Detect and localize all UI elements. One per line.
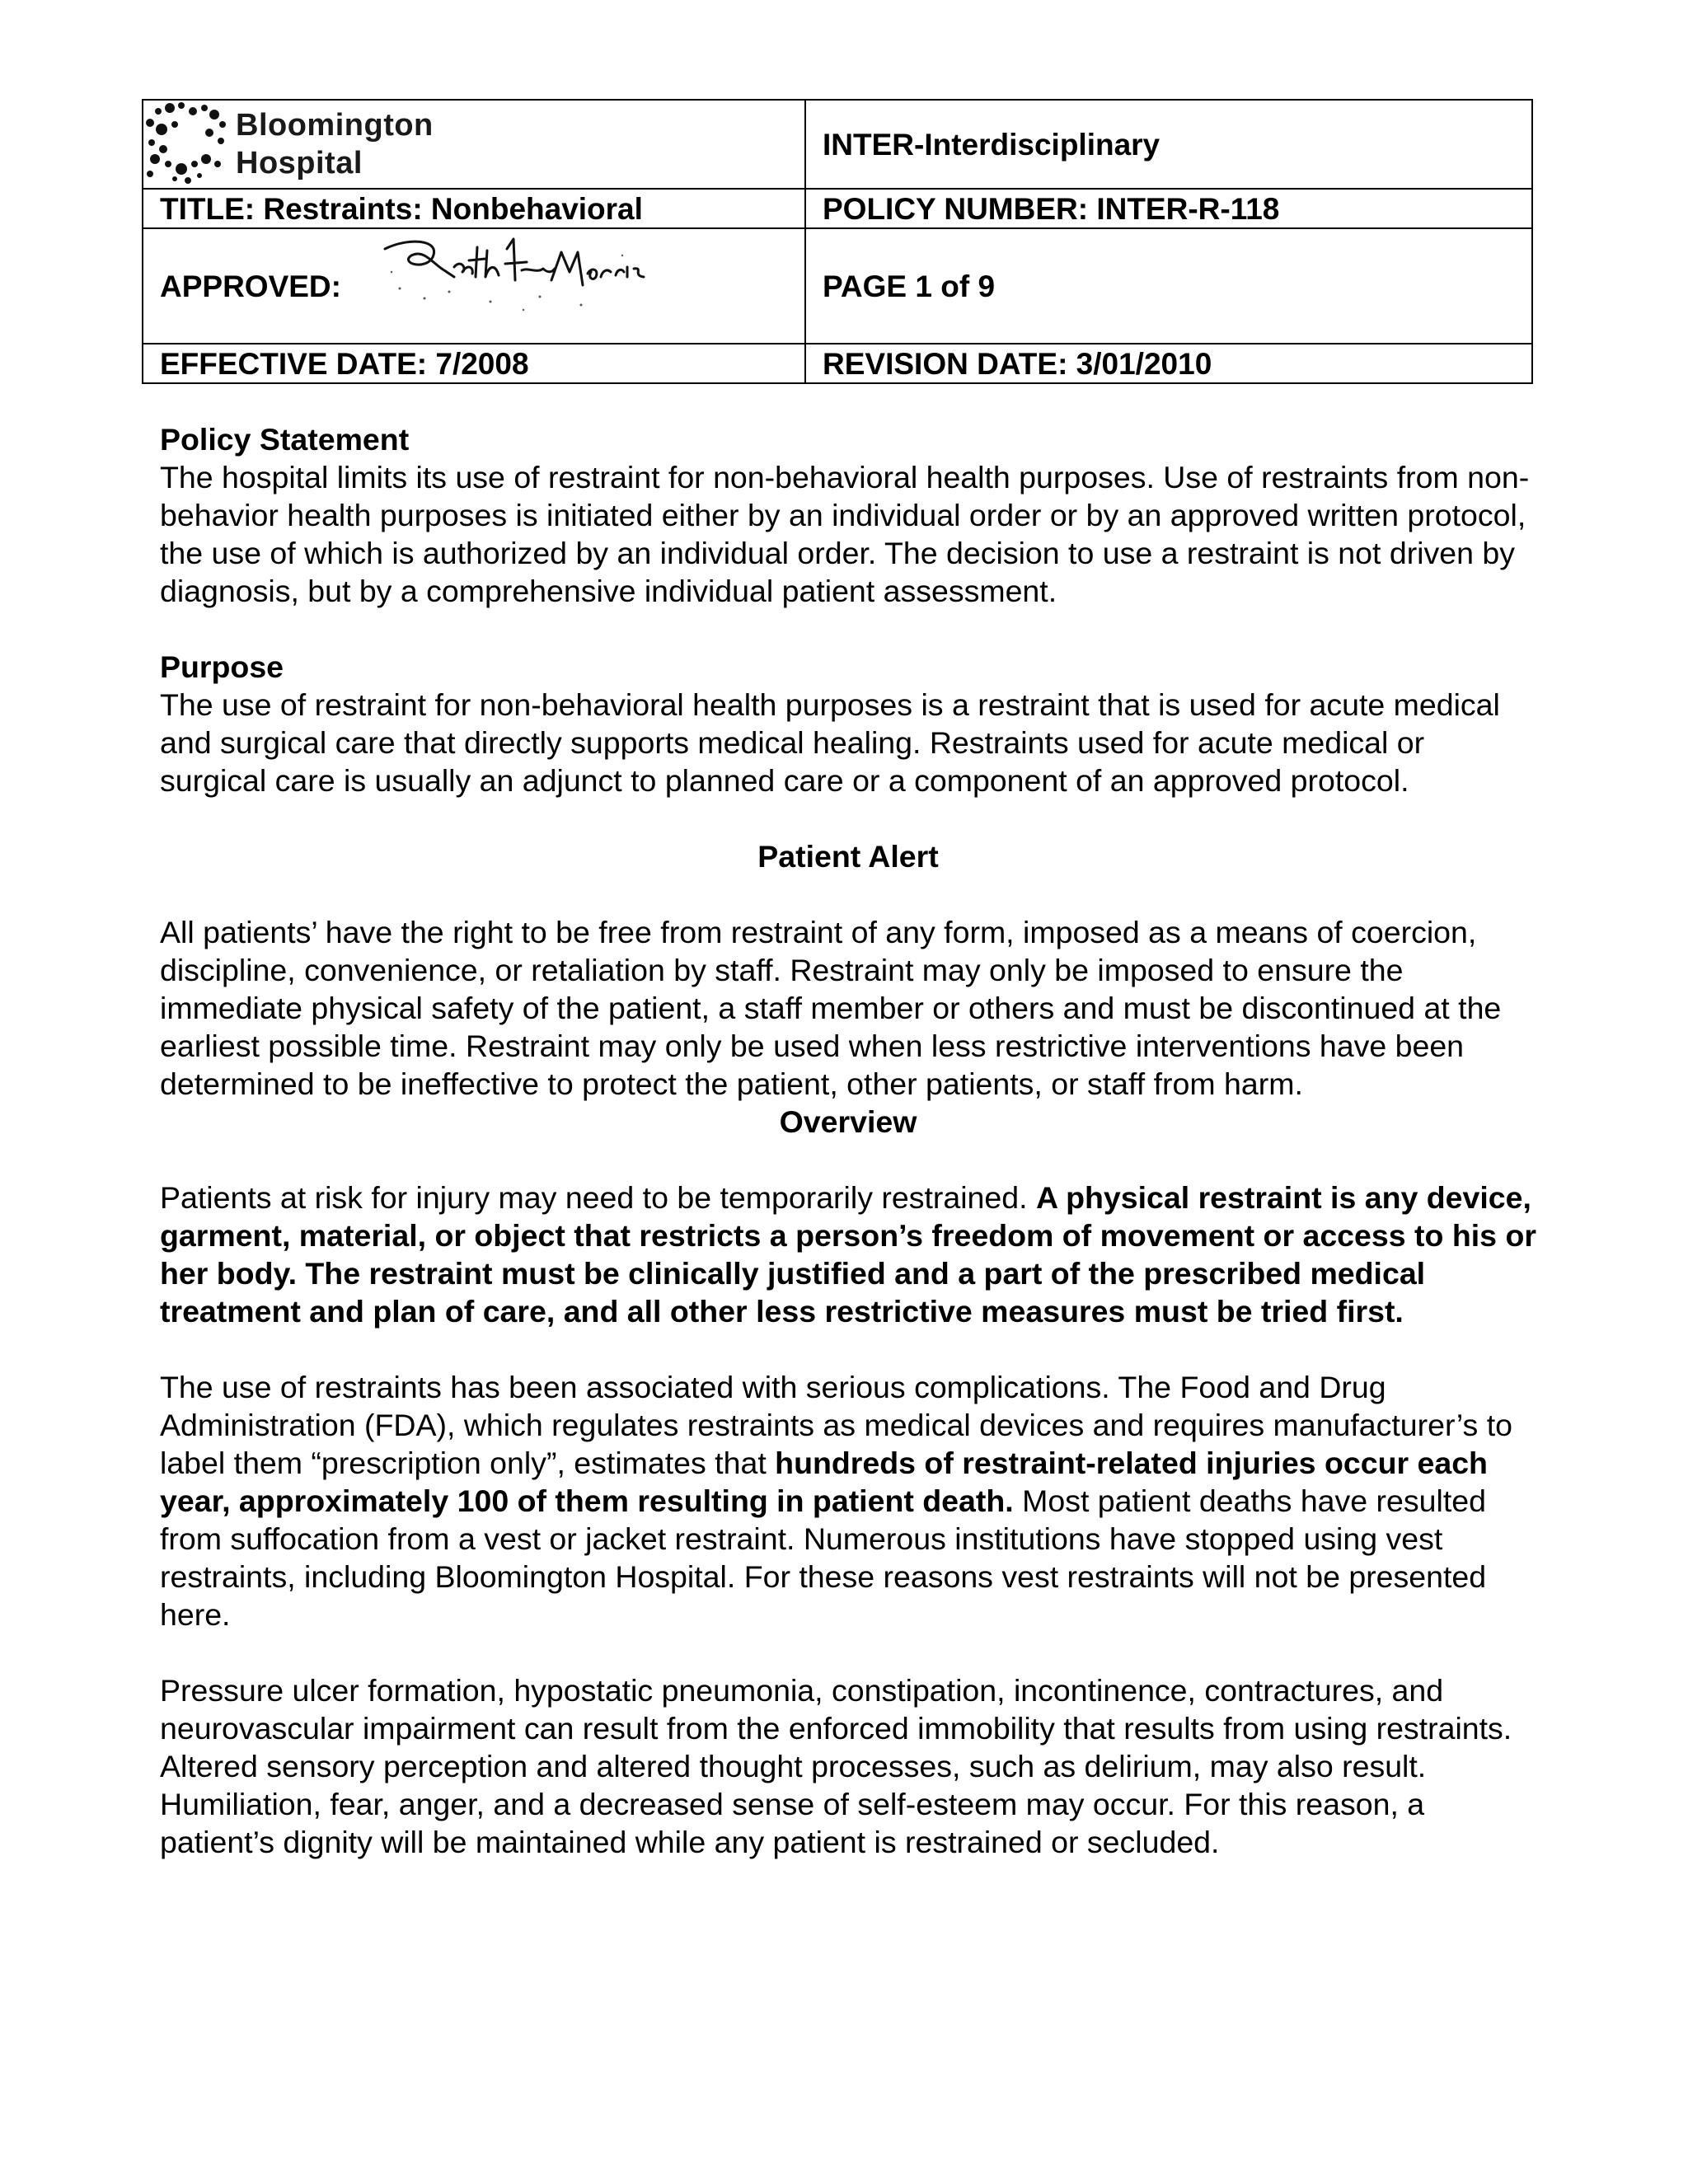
overview-paragraph-2 <box>160 1368 1536 1633</box>
logo-name-line2: Hospital <box>236 146 363 180</box>
revision-date: REVISION DATE: 3/01/2010 <box>805 344 1532 383</box>
approver-signature <box>375 231 655 321</box>
policy-number: POLICY NUMBER: INTER-R-118 <box>805 189 1532 228</box>
patient-alert-text: All patients’ have the right to be free from restraint of any form, imposed as a means of coercion, discipline, convenience, or retaliation by staff. Restraint may only be imposed to ensure the immediate physical safety of the patient, a staff member or others and must be discontinued at the earliest possible time. Restraint may only be used when less restrictive interventions have been determined to be ineffective to protect the patient, other patients, or staff from harm. <box>160 915 1502 1101</box>
overview-p1-normal: Patients at risk for injury may need to be temporarily restrained. <box>160 1180 1036 1215</box>
policy-header-table <box>142 99 1533 384</box>
policy-statement-heading: Policy Statement <box>160 422 410 457</box>
logo-dots-icon <box>145 101 227 187</box>
purpose-heading: Purpose <box>160 649 284 684</box>
logo-name-line1: Bloomington <box>236 108 434 143</box>
approved-label: APPROVED: <box>160 269 341 303</box>
overview-p1-bold: A physical restraint is any device, garment, material, or object that restricts a person’s freedom of movement or access to his or her body. The restraint must be clinically justified and a part of the prescribed medical treatment and plan of care, and all other less restrictive measures must be tried first. <box>160 1180 1536 1329</box>
effective-date: EFFECTIVE DATE: 7/2008 <box>143 344 805 383</box>
patient-alert-heading: Patient Alert <box>757 839 939 874</box>
policy-title: TITLE: Restraints: Nonbehavioral <box>143 189 805 228</box>
page-number: PAGE 1 of 9 <box>805 228 1532 344</box>
hospital-logo <box>143 101 804 187</box>
overview-p2-bold: hundreds of restraint-related injuries occur each year, approximately 100 of them resulting in patient death. <box>160 1446 1488 1518</box>
overview-p2-normal-b: Most patient deaths have resulted from suffocation from a vest or jacket restraint. Numerous institutions have stopped using vest restraints, including Bloomington Hospital. For these reasons vest restraints will not be presented here. <box>160 1483 1487 1632</box>
overview-paragraph-3: Pressure ulcer formation, hypostatic pneumonia, constipation, incontinence, contractures, and neurovascular impairment can result from the enforced immobility that results from using restraints. Altered sensory perception and altered thought processes, such as delirium, may also result. Humiliation, fear, anger, and a decreased sense of self-esteem may occur. For this reason, a patient’s dignity will be maintained while any patient is restrained or secluded. <box>160 1673 1512 1859</box>
policy-body <box>160 420 1536 1861</box>
policy-statement-text: The hospital limits its use of restraint for non-behavioral health purposes. Use of restraints from non-behavior health purposes is initiated either by an individual order or by an approved written protocol, the use of which is authorized by an individual order. The decision to use a restraint is not driven by diagnosis, but by a comprehensive individual patient assessment. <box>160 460 1530 608</box>
overview-paragraph-1 <box>160 1179 1536 1330</box>
overview-p2-normal-a: The use of restraints has been associated with serious complications. The Food and Drug Administration (FDA), which regulates restraints as medical devices and requires manufacturer’s to label them “prescription only”, estimates that <box>160 1370 1512 1480</box>
department-cell: INTER-Interdisciplinary <box>805 100 1532 189</box>
overview-heading: Overview <box>779 1104 917 1139</box>
logo-cell <box>143 100 805 189</box>
purpose-text: The use of restraint for non-behavioral health purposes is a restraint that is used for acute medical and surgical care that directly supports medical healing. Restraints used for acute medical or surgical care is usually an adjunct to planned care or a component of an approved protocol. <box>160 687 1500 798</box>
